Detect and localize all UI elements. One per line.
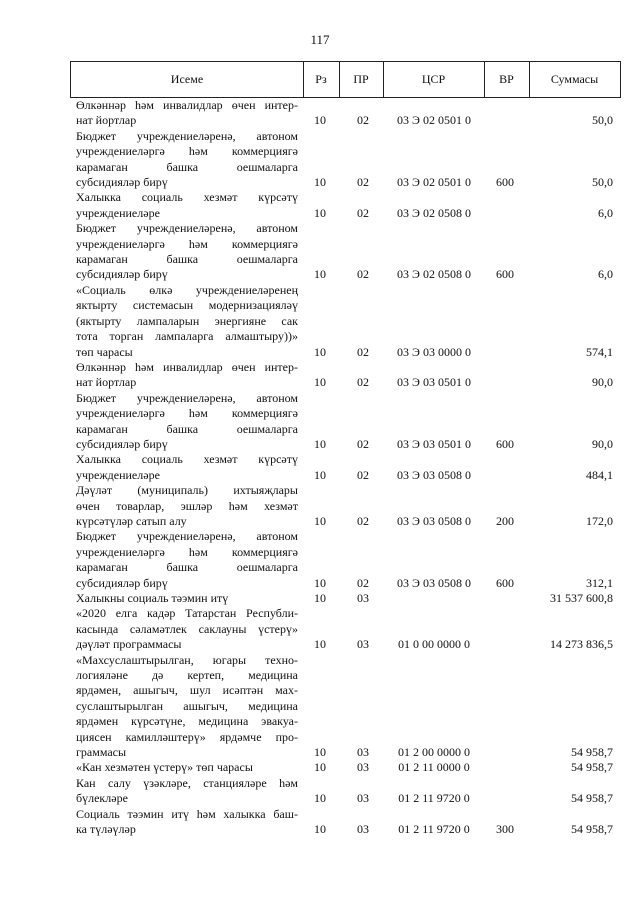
table-header bbox=[70, 61, 621, 98]
row-sum: 90,0 bbox=[592, 436, 613, 451]
row-name-line: суслаштырылган ашыгыч, медицина bbox=[76, 698, 298, 713]
row-sum: 6,0 bbox=[598, 205, 613, 220]
row-sum: 54 958,7 bbox=[571, 745, 613, 760]
row-name-line: төп чарасы bbox=[76, 344, 133, 359]
header-name: Исеме bbox=[170, 72, 204, 86]
row-rz: 10 bbox=[314, 513, 326, 528]
row-name-line: «Кан хезмәтен үстерү» төп чарасы bbox=[76, 760, 253, 775]
row-name bbox=[70, 591, 298, 606]
row-name-line: карамаган башка оешмаларга bbox=[76, 159, 298, 174]
header-vr: ВР bbox=[499, 72, 514, 86]
row-name bbox=[70, 360, 298, 391]
row-csr: 01 2 11 9720 0 bbox=[398, 822, 470, 837]
row-rz: 10 bbox=[314, 436, 326, 451]
row-name-line: учреждениеләргә һәм коммерциягә bbox=[76, 544, 298, 559]
row-name bbox=[70, 529, 298, 591]
row-vr: 600 bbox=[496, 175, 514, 190]
table-row bbox=[70, 190, 621, 221]
row-csr: 01 0 00 0000 0 bbox=[398, 637, 470, 652]
header-pr: ПР bbox=[353, 72, 369, 86]
row-name-line: учреждениеләргә һәм коммерциягә bbox=[76, 144, 298, 159]
table-row bbox=[70, 483, 621, 529]
row-rz: 10 bbox=[314, 591, 326, 605]
header-csr: ЦСР bbox=[421, 72, 446, 86]
row-name-line: карамаган башка оешмаларга bbox=[76, 560, 298, 575]
row-name-line: өчен товарлар, эшләр һәм хезмәт bbox=[76, 498, 298, 513]
row-pr: 02 bbox=[357, 467, 369, 482]
row-rz: 10 bbox=[314, 745, 326, 760]
row-name-line: Өлкәннәр һәм инвалидлар өчен интер- bbox=[76, 359, 298, 374]
row-pr: 03 bbox=[357, 745, 369, 760]
row-csr: 03 Э 03 0501 0 bbox=[397, 436, 471, 451]
row-name-line: Бюджет учреждениеләренә, автоном bbox=[76, 221, 298, 236]
row-name-line: (яктырту лампаларын энергияне сак bbox=[76, 313, 298, 328]
row-rz: 10 bbox=[314, 760, 326, 775]
row-rz: 10 bbox=[314, 175, 326, 190]
row-name-line: Халыкка социаль хезмәт күрсәтү bbox=[76, 190, 298, 205]
row-pr: 02 bbox=[357, 436, 369, 451]
row-name-line: Халыкка социаль хезмәт күрсәтү bbox=[76, 452, 298, 467]
row-sum: 14 273 836,5 bbox=[550, 637, 613, 652]
row-name-line: дәүләт программасы bbox=[76, 637, 182, 652]
row-csr: 03 Э 03 0508 0 bbox=[397, 513, 471, 528]
row-name bbox=[70, 807, 298, 838]
row-name bbox=[70, 653, 298, 761]
row-sum: 50,0 bbox=[592, 175, 613, 190]
table-row bbox=[70, 653, 621, 761]
row-name-line: «Махсуслаштырылган, югары техно- bbox=[76, 652, 298, 667]
table-row bbox=[70, 776, 621, 807]
row-name-line: Дәүләт (муниципаль) ихтыяҗлары bbox=[76, 483, 298, 498]
row-csr: 03 Э 02 0501 0 bbox=[397, 175, 471, 190]
row-pr: 02 bbox=[357, 113, 369, 128]
row-name-line: субсидияләр бирү bbox=[76, 436, 168, 451]
row-name bbox=[70, 283, 298, 360]
header-rz: Рз bbox=[315, 72, 327, 86]
budget-table bbox=[70, 61, 621, 838]
row-name-line: учреждениеләре bbox=[76, 467, 160, 482]
row-csr: 03 Э 02 0508 0 bbox=[397, 205, 471, 220]
row-name-line: субсидияләр бирү bbox=[76, 267, 168, 282]
row-rz: 10 bbox=[314, 575, 326, 590]
row-rz: 10 bbox=[314, 267, 326, 282]
row-vr: 600 bbox=[496, 267, 514, 282]
table-row bbox=[70, 391, 621, 453]
row-name-line: тота торган лампаларга алмаштыру))» bbox=[76, 329, 298, 344]
table-row bbox=[70, 591, 621, 606]
row-name-line: яктырту системасын модернизацияләү bbox=[76, 298, 298, 313]
table-row bbox=[70, 129, 621, 191]
row-pr: 02 bbox=[357, 575, 369, 590]
row-pr: 03 bbox=[357, 591, 369, 605]
row-name-line: карамаган башка оешмаларга bbox=[76, 421, 298, 436]
row-rz: 10 bbox=[314, 822, 326, 837]
row-rz: 10 bbox=[314, 113, 326, 128]
table-body bbox=[70, 98, 621, 838]
row-rz: 10 bbox=[314, 344, 326, 359]
row-csr: 01 2 00 0000 0 bbox=[398, 745, 470, 760]
row-name-line: карамаган башка оешмаларга bbox=[76, 252, 298, 267]
row-sum: 54 958,7 bbox=[571, 760, 613, 775]
table-row bbox=[70, 606, 621, 652]
row-sum: 484,1 bbox=[586, 467, 613, 482]
row-name-line: Өлкәннәр һәм инвалидлар өчен интер- bbox=[76, 98, 298, 112]
row-name bbox=[70, 391, 298, 453]
row-name-line: субсидияләр бирү bbox=[76, 175, 168, 190]
row-name-line: Бюджет учреждениеләренә, автоном bbox=[76, 128, 298, 143]
row-sum: 54 958,7 bbox=[571, 791, 613, 806]
row-name-line: «2020 елга кадәр Татарстан Республи- bbox=[76, 606, 298, 621]
row-name-line: ярдәмен, ашыгыч, шул исәптән мах- bbox=[76, 683, 298, 698]
row-name bbox=[70, 190, 298, 221]
row-name-line: нат йортлар bbox=[76, 375, 137, 390]
row-pr: 02 bbox=[357, 344, 369, 359]
row-sum: 172,0 bbox=[586, 513, 613, 528]
row-sum: 31 537 600,8 bbox=[550, 591, 613, 605]
table-row bbox=[70, 221, 621, 283]
row-name-line: учреждениеләре bbox=[76, 205, 160, 220]
row-name-line: Бюджет учреждениеләренә, автоном bbox=[76, 529, 298, 544]
row-vr: 200 bbox=[496, 513, 514, 528]
row-pr: 02 bbox=[357, 375, 369, 390]
row-csr: 03 Э 03 0508 0 bbox=[397, 467, 471, 482]
row-pr: 02 bbox=[357, 267, 369, 282]
row-name bbox=[70, 452, 298, 483]
row-name-line: «Социаль өлкә учреждениеләренең bbox=[76, 282, 298, 297]
row-name bbox=[70, 776, 298, 807]
table-row bbox=[70, 807, 621, 838]
row-name-line: циясен камилләштерү» ярдәмче про- bbox=[76, 729, 298, 744]
row-name bbox=[70, 606, 298, 652]
header-sum: Суммасы bbox=[550, 72, 599, 86]
row-name bbox=[70, 98, 298, 129]
row-csr: 03 Э 03 0000 0 bbox=[397, 344, 471, 359]
row-name bbox=[70, 221, 298, 283]
row-name-line: нат йортлар bbox=[76, 113, 137, 128]
row-name-line: Бюджет учреждениеләренә, автоном bbox=[76, 390, 298, 405]
row-name-line: күрсәтүләр сатып алу bbox=[76, 513, 187, 528]
row-name-line: ярдәмен күрсәтүне, медицина эвакуа- bbox=[76, 714, 298, 729]
row-vr: 600 bbox=[496, 436, 514, 451]
row-name-line: Социаль тәэмин итү һәм халыкка баш- bbox=[76, 806, 298, 821]
row-pr: 02 bbox=[357, 513, 369, 528]
row-pr: 02 bbox=[357, 205, 369, 220]
row-csr: 03 Э 03 0501 0 bbox=[397, 375, 471, 390]
row-rz: 10 bbox=[314, 375, 326, 390]
row-csr: 01 2 11 0000 0 bbox=[398, 760, 470, 775]
table-row bbox=[70, 529, 621, 591]
row-pr: 03 bbox=[357, 637, 369, 652]
row-name-line: логияләне дә кертеп, медицина bbox=[76, 668, 298, 683]
table-row bbox=[70, 452, 621, 483]
row-name-line: Кан салу үзәкләре, станцияләре һәм bbox=[76, 775, 298, 790]
row-name-line: касында сәламәтлек саклауны үстерү» bbox=[76, 621, 298, 636]
row-pr: 02 bbox=[357, 175, 369, 190]
table-row bbox=[70, 283, 621, 360]
row-name-line: граммасы bbox=[76, 745, 127, 760]
row-rz: 10 bbox=[314, 467, 326, 482]
row-csr: 03 Э 02 0508 0 bbox=[397, 267, 471, 282]
row-name-line: субсидияләр бирү bbox=[76, 575, 168, 590]
table-row bbox=[70, 98, 621, 129]
row-name bbox=[70, 129, 298, 191]
row-name bbox=[70, 760, 298, 775]
row-rz: 10 bbox=[314, 637, 326, 652]
row-name-line: ка түләүләр bbox=[76, 822, 136, 837]
table-row bbox=[70, 360, 621, 391]
row-pr: 03 bbox=[357, 760, 369, 775]
row-name-line: учреждениеләргә һәм коммерциягә bbox=[76, 406, 298, 421]
row-name bbox=[70, 483, 298, 529]
row-name-line: бүлекләре bbox=[76, 791, 128, 806]
table-row bbox=[70, 760, 621, 775]
row-rz: 10 bbox=[314, 791, 326, 806]
row-name-line: Халыкны социаль тәэмин итү bbox=[76, 591, 229, 605]
row-sum: 312,1 bbox=[586, 575, 613, 590]
row-sum: 6,0 bbox=[598, 267, 613, 282]
row-pr: 03 bbox=[357, 822, 369, 837]
row-sum: 50,0 bbox=[592, 113, 613, 128]
row-csr: 03 Э 02 0501 0 bbox=[397, 113, 471, 128]
row-vr: 300 bbox=[496, 822, 514, 837]
row-sum: 54 958,7 bbox=[571, 822, 613, 837]
row-name-line: учреждениеләргә һәм коммерциягә bbox=[76, 236, 298, 251]
row-rz: 10 bbox=[314, 205, 326, 220]
page-number: 117 bbox=[310, 32, 330, 47]
row-vr: 600 bbox=[496, 575, 514, 590]
row-csr: 01 2 11 9720 0 bbox=[398, 791, 470, 806]
row-pr: 03 bbox=[357, 791, 369, 806]
row-csr: 03 Э 03 0508 0 bbox=[397, 575, 471, 590]
row-sum: 574,1 bbox=[586, 344, 613, 359]
row-sum: 90,0 bbox=[592, 375, 613, 390]
